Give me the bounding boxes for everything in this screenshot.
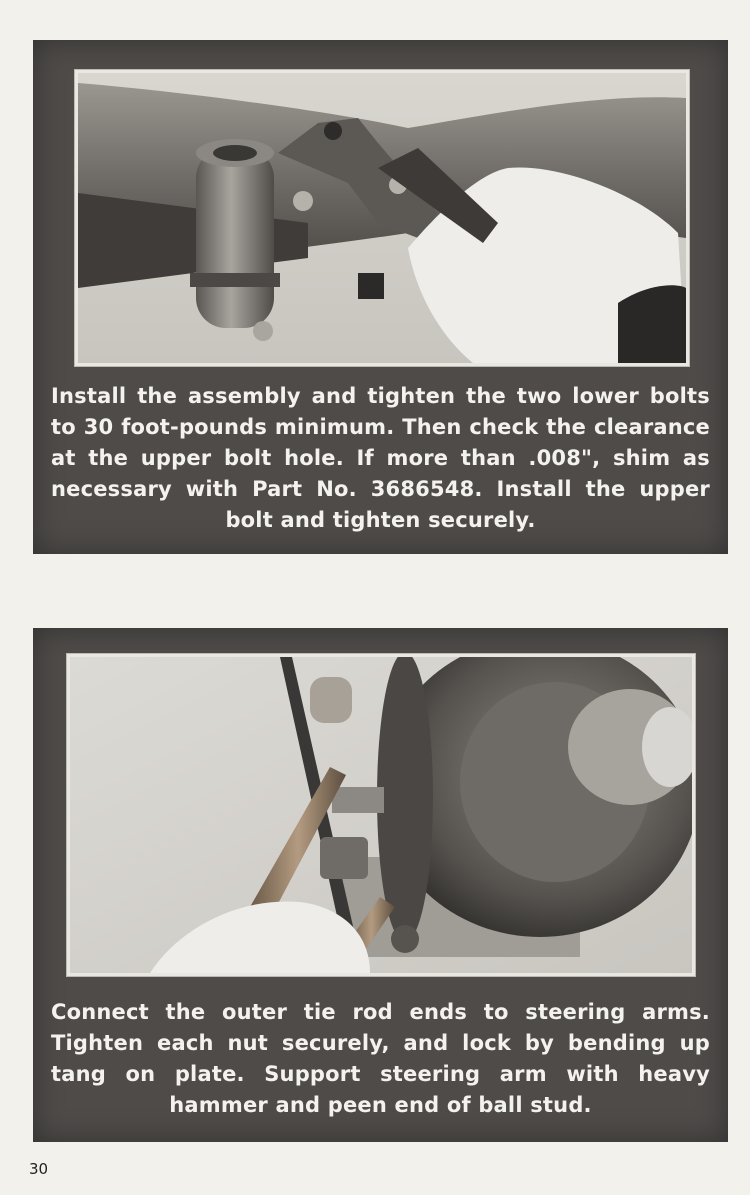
- axle-assembly-illustration: [78, 73, 686, 363]
- caption-assembly: Install the assembly and tighten the two lower bolts to 30 foot-pounds minimum. Then check the clearance at the upper bolt hole. If more than .008", shim as necessary with Part No. 3686548. Install the upper bolt and tighten securely.: [51, 384, 710, 532]
- instruction-panel-assembly: [33, 40, 728, 554]
- photo-tie-rod-ends: [67, 654, 695, 976]
- instruction-panel-tie-rod: [33, 628, 728, 1142]
- page-number: 30: [29, 1160, 49, 1178]
- caption-tie-rod: Connect the outer tie rod ends to steering arms. Tighten each nut securely, and lock by bending up tang on plate. Support steering arm with heavy hammer and peen end of ball stud.: [51, 1000, 710, 1117]
- photo-axle-assembly: [75, 70, 689, 366]
- tie-rod-illustration: [70, 657, 692, 973]
